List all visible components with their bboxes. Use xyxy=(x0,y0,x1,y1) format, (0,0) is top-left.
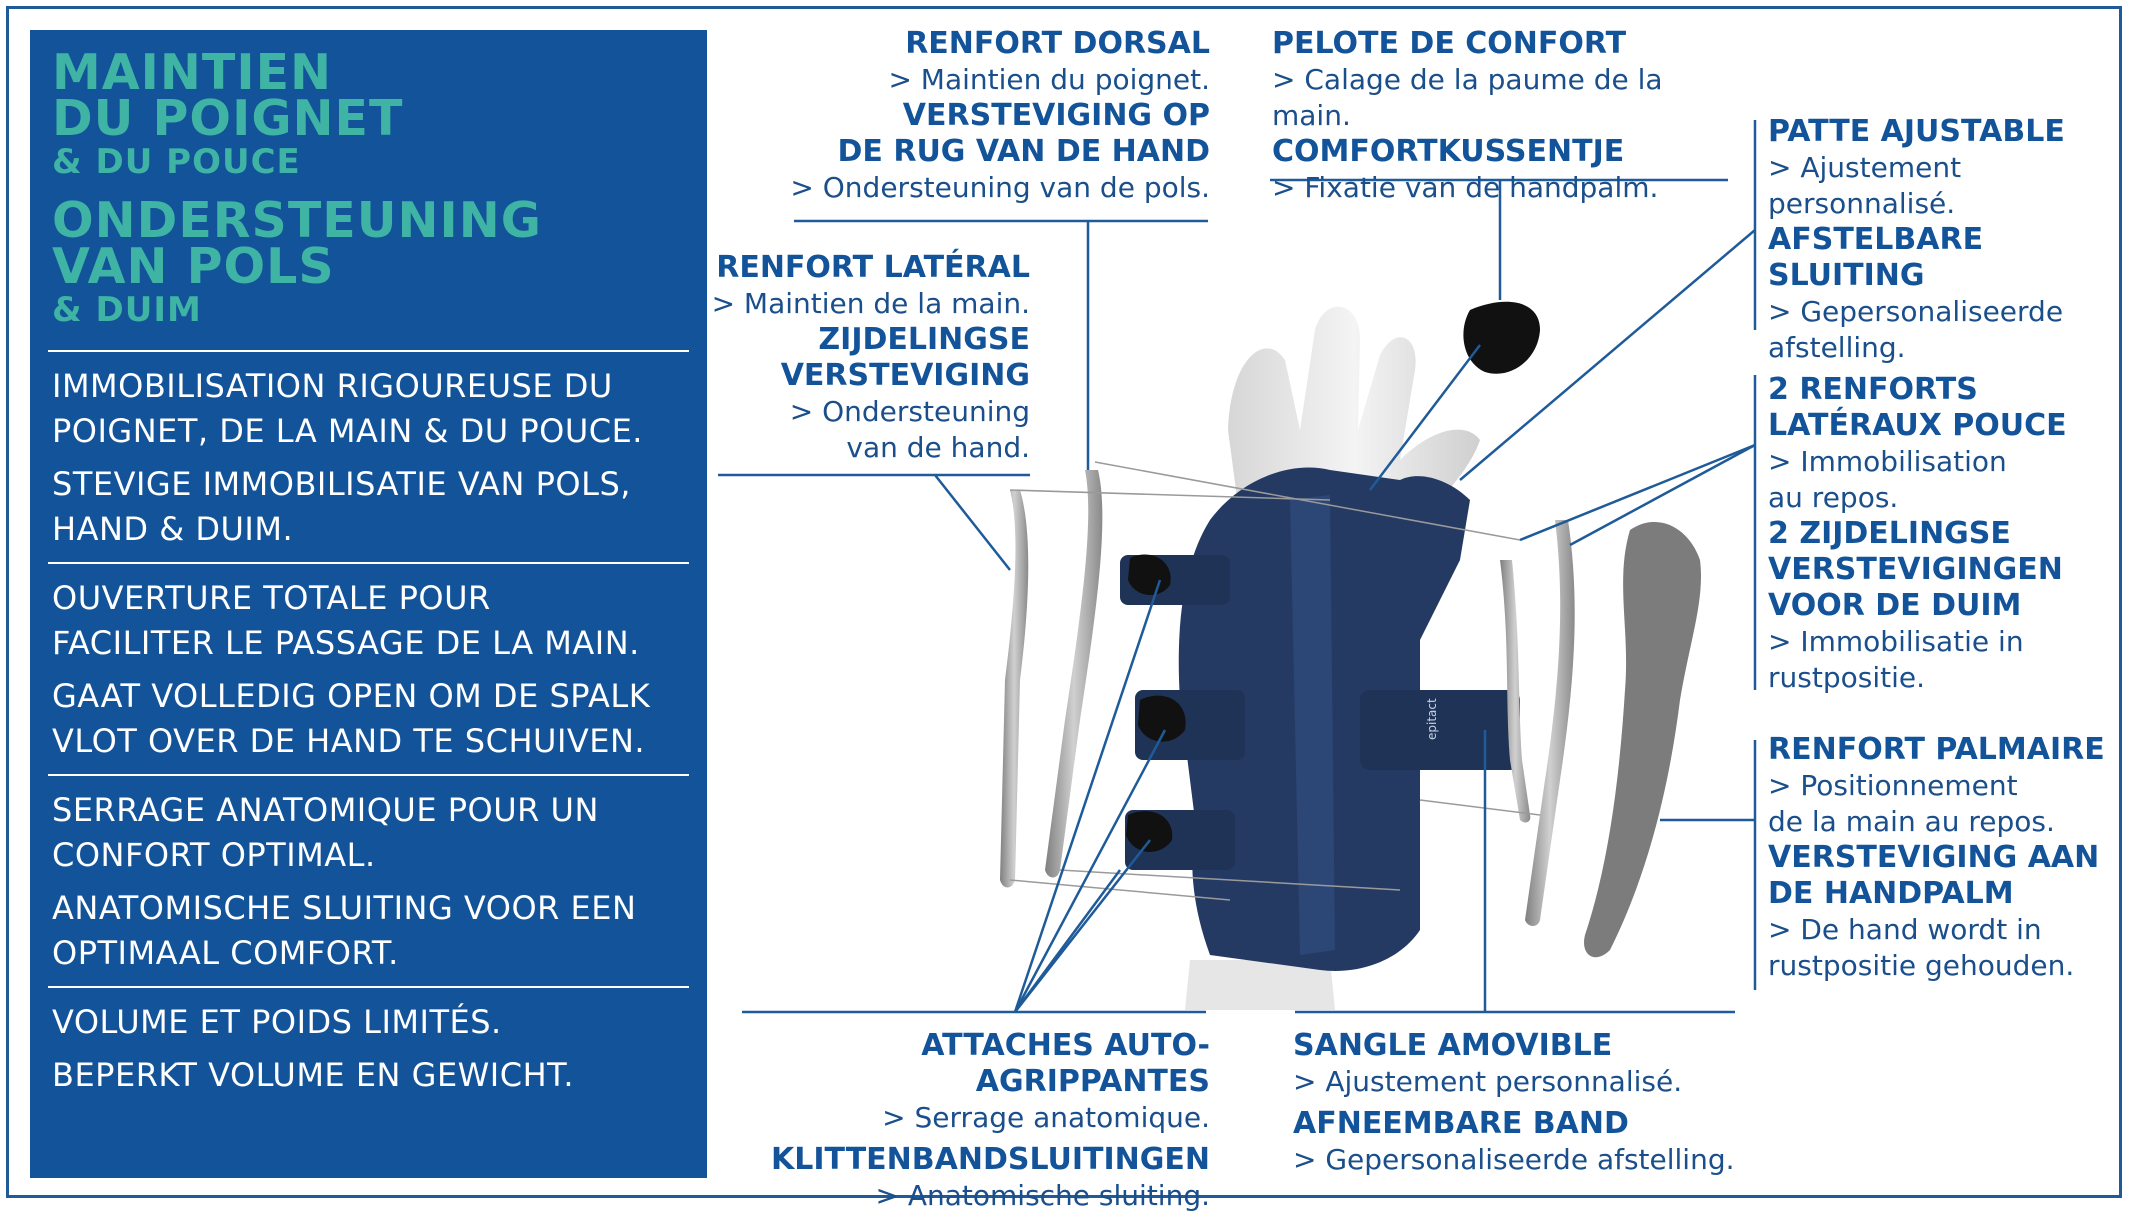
label-heading: 2 ZIJDELINGSE xyxy=(1768,516,2011,551)
feature-nl-line: BEPERKT VOLUME EN GEWICHT. xyxy=(52,1056,575,1094)
title-fr-line2: DU POIGNET xyxy=(52,90,404,147)
label-heading: RENFORT DORSAL xyxy=(905,26,1210,61)
feature-fr-line: VOLUME ET POIDS LIMITÉS. xyxy=(52,1003,502,1041)
label-heading: VERSTEVIGINGEN xyxy=(1768,552,2063,587)
label-heading: VERSTEVIGING xyxy=(780,358,1030,393)
label-patte xyxy=(1768,114,2118,366)
label-desc: > Maintien de la main. xyxy=(711,287,1030,320)
label-heading: LATÉRAUX POUCE xyxy=(1768,408,2067,443)
feature-fr-line: FACILITER LE PASSAGE DE LA MAIN. xyxy=(52,624,640,662)
label-heading: AFSTELBARE SLUITING xyxy=(1768,222,1984,293)
label-desc: > De hand wordt in xyxy=(1768,913,2042,946)
title-fr-line1: MAINTIEN xyxy=(52,44,333,101)
label-desc: au repos. xyxy=(1768,481,1899,514)
label-desc: > Ajustement personnalisé. xyxy=(1293,1065,1683,1098)
feature-fr-line: OUVERTURE TOTALE POUR xyxy=(52,579,491,617)
title-fr-sub: & DU POUCE xyxy=(52,142,301,182)
feature-fr-line: POIGNET, DE LA MAIN & DU POUCE. xyxy=(52,412,643,450)
feature-fr-line: CONFORT OPTIMAL. xyxy=(52,836,376,874)
label-palmaire xyxy=(1768,732,2118,984)
label-heading: AFNEEMBARE BAND xyxy=(1293,1106,1629,1141)
label-pelote xyxy=(1272,26,1742,206)
label-heading: PELOTE DE CONFORT xyxy=(1272,26,1627,61)
label-desc: > Anatomische sluiting. xyxy=(875,1179,1210,1212)
label-heading: ZIJDELINGSE xyxy=(818,322,1030,357)
label-heading: RENFORT PALMAIRE xyxy=(1768,732,2105,767)
feature-nl-line: ANATOMISCHE SLUITING VOOR EEN xyxy=(52,889,637,927)
lateral-stay xyxy=(1000,490,1028,888)
feature-nl-line: OPTIMAAL COMFORT. xyxy=(52,934,399,972)
label-desc: personnalisé. xyxy=(1768,187,1956,220)
dorsal-stay xyxy=(1045,470,1102,878)
feature-nl-line: VLOT OVER DE HAND TE SCHUIVEN. xyxy=(52,722,646,760)
label-heading: DE HANDPALM xyxy=(1768,876,2014,911)
label-desc: rustpositie gehouden. xyxy=(1768,949,2075,982)
label-desc: > Ondersteuning van de pols. xyxy=(790,171,1210,204)
label-renforts-pouce xyxy=(1768,372,2118,696)
title-nl-line1: ONDERSTEUNING xyxy=(52,192,542,249)
label-renfort-lateral xyxy=(700,250,1030,466)
label-desc: van de hand. xyxy=(846,431,1030,464)
label-heading: VERSTEVIGING AAN xyxy=(1768,840,2100,875)
label-heading: COMFORTKUSSENTJE xyxy=(1272,134,1625,169)
label-desc: de la main au repos. xyxy=(1768,805,2055,838)
label-heading: ATTACHES AUTO-AGRIPPANTES xyxy=(921,1028,1210,1099)
palmar-stay xyxy=(1584,522,1701,957)
label-heading: PATTE AJUSTABLE xyxy=(1768,114,2065,149)
feature-nl-line: GAAT VOLLEDIG OPEN OM DE SPALK xyxy=(52,677,651,715)
label-heading: RENFORT LATÉRAL xyxy=(716,250,1030,285)
label-desc: > Calage de la paume de la main. xyxy=(1272,63,1663,132)
label-desc: > Immobilisation xyxy=(1768,445,2007,478)
label-desc: > Positionnement xyxy=(1768,769,2018,802)
title-nl-line2: VAN POLS xyxy=(52,238,335,295)
label-attaches xyxy=(720,1028,1210,1214)
label-sangle xyxy=(1293,1028,1753,1178)
label-desc: > Ajustement xyxy=(1768,151,1962,184)
label-heading: VERSTEVIGING OP xyxy=(902,98,1210,133)
feature-fr-line: SERRAGE ANATOMIQUE POUR UN xyxy=(52,791,599,829)
brand-tag: epitact xyxy=(1425,698,1439,740)
thumb-stay-2 xyxy=(1525,520,1575,926)
feature-nl-line: HAND & DUIM. xyxy=(52,510,294,548)
label-desc: > Immobilisatie in xyxy=(1768,625,2024,658)
label-desc: > Ondersteuning xyxy=(789,395,1030,428)
label-heading: DE RUG VAN DE HAND xyxy=(837,134,1210,169)
label-heading: VOOR DE DUIM xyxy=(1768,588,2022,623)
feature-fr-line: IMMOBILISATION RIGOUREUSE DU xyxy=(52,367,613,405)
label-renfort-dorsal xyxy=(760,26,1210,206)
label-desc: > Gepersonaliseerde afstelling. xyxy=(1293,1143,1735,1176)
label-desc: > Serrage anatomique. xyxy=(882,1101,1210,1134)
label-desc: > Maintien du poignet. xyxy=(888,63,1210,96)
label-heading: SANGLE AMOVIBLE xyxy=(1293,1028,1613,1063)
label-desc: > Fixatie van de handpalm. xyxy=(1272,171,1659,204)
label-heading: KLITTENBANDSLUITINGEN xyxy=(771,1142,1210,1177)
label-desc: afstelling. xyxy=(1768,331,1906,364)
label-heading: 2 RENFORTS xyxy=(1768,372,1978,407)
feature-nl-line: STEVIGE IMMOBILISATIE VAN POLS, xyxy=(52,465,631,503)
label-desc: rustpositie. xyxy=(1768,661,1925,694)
title-nl-sub: & DUIM xyxy=(52,290,202,330)
label-desc: > Gepersonaliseerde xyxy=(1768,295,2064,328)
comfort-pad xyxy=(1463,302,1540,374)
